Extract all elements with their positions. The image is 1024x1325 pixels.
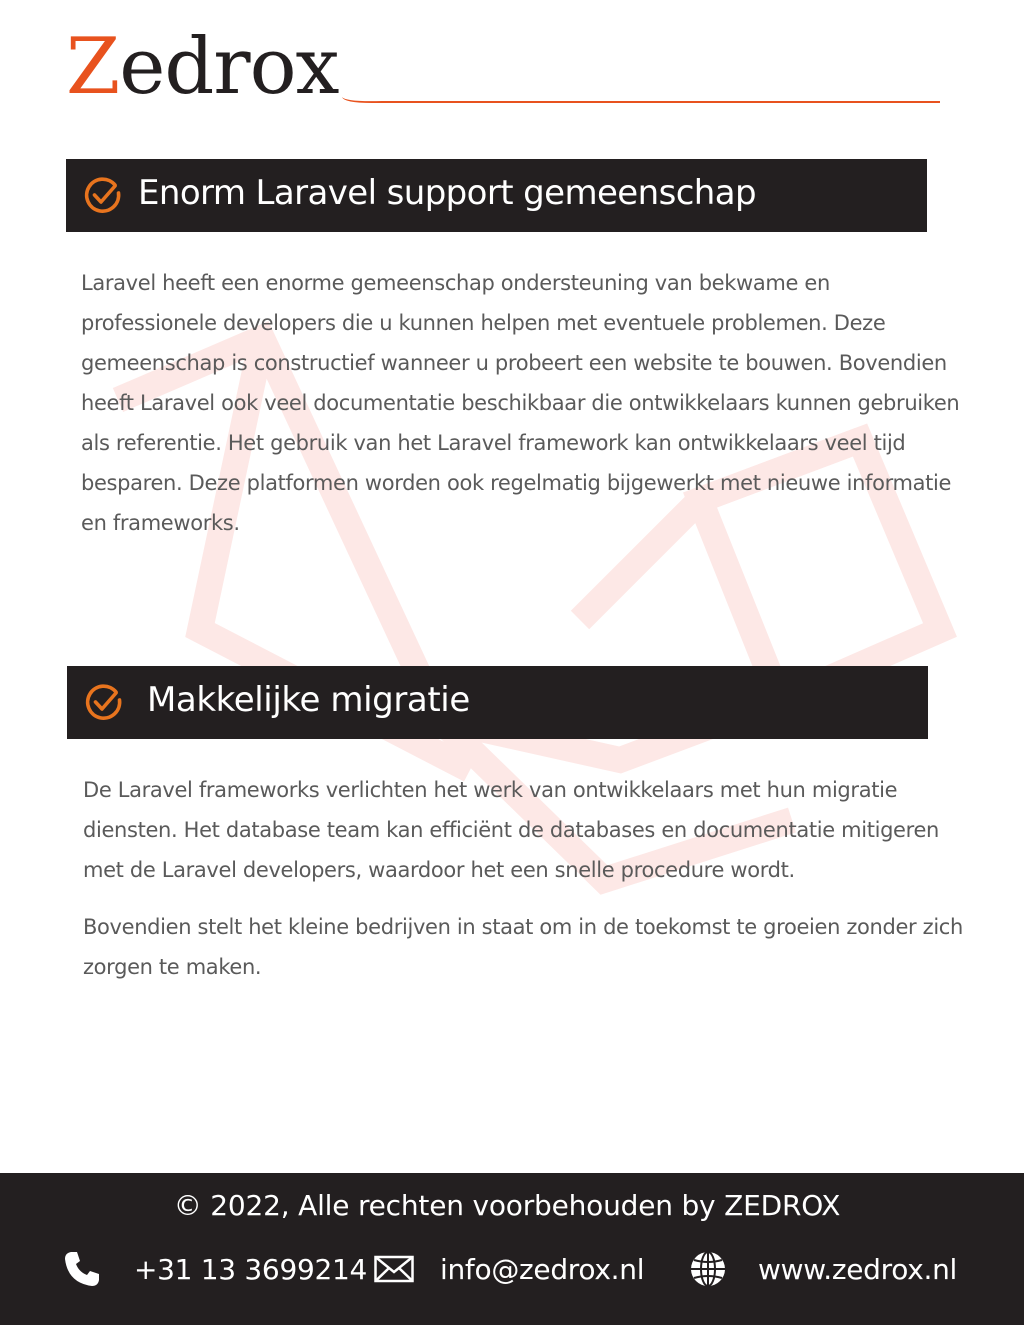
section-heading: Makkelijke migratie (147, 680, 470, 720)
website-url[interactable]: www.zedrox.nl (758, 1252, 957, 1286)
section-paragraph: Laravel heeft een enorme gemeenschap ondersteuning van bekwame en professionele developers die u kunnen helpen met eventuele problemen. Deze gemeenschap is constructief wanneer u probeert een website te bouwen. Bovendien heeft Laravel ook veel documentatie beschikbaar die ontwikkelaars kunnen gebruiken als referentie. Het gebruik van het Laravel framework kan ontwikkelaars veel tijd besparen. Deze platformen worden ook regelmatig bijgewerkt met nieuwe informatie en frameworks. (81, 271, 960, 535)
email-address[interactable]: info@zedrox.nl (440, 1252, 645, 1286)
phone-number[interactable]: +31 13 3699214 (134, 1252, 368, 1286)
section-paragraph: Bovendien stelt het kleine bedrijven in staat om in de toekomst te groeien zonder zich zorgen te maken. (83, 915, 963, 979)
footer (0, 1173, 1024, 1325)
footer-website[interactable] (688, 1243, 957, 1295)
zedrox-logo (66, 20, 339, 115)
logo-letter-z: Z (66, 22, 120, 112)
section-heading-bar (67, 666, 928, 739)
check-circle-icon (83, 682, 125, 724)
section-heading: Enorm Laravel support gemeenschap (138, 173, 756, 213)
section-heading-bar (66, 159, 927, 232)
logo-text: edrox (119, 22, 339, 112)
phone-icon (62, 1249, 102, 1289)
section-paragraph: De Laravel frameworks verlichten het werk van ontwikkelaars met hun migratie diensten. Het database team kan efficiënt de databases en documentatie mitigeren met de Laravel developers, waardoor het een snelle procedure wordt. (83, 778, 939, 882)
logo-underline (342, 93, 942, 105)
copyright-text: © 2022, Alle rechten voorbehouden by ZEDROX (173, 1189, 841, 1222)
check-circle-icon (82, 175, 124, 217)
footer-phone[interactable] (62, 1243, 367, 1295)
envelope-icon (374, 1254, 414, 1284)
footer-email[interactable] (374, 1243, 644, 1295)
globe-icon (688, 1249, 728, 1289)
